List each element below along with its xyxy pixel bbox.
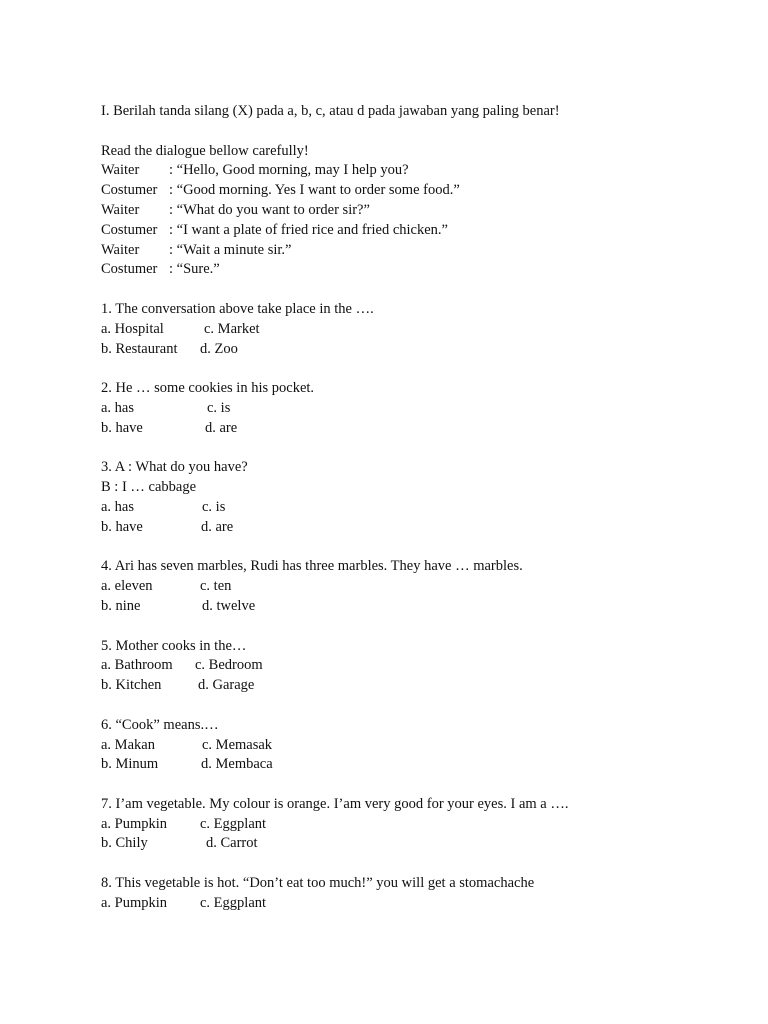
option-c: c. Eggplant — [200, 894, 267, 911]
option-row — [101, 736, 741, 756]
question-text: 6. “Cook” means.… — [101, 716, 219, 733]
option-row — [101, 815, 741, 835]
option-a: a. Pumpkin — [101, 894, 168, 911]
option-b: b. Kitchen — [101, 677, 162, 694]
dialogue-line — [101, 241, 741, 261]
dialogue-line — [101, 221, 741, 241]
option-a: a. Makan — [101, 736, 155, 753]
dialogue-text: : “Hello, Good morning, may I help you? — [169, 162, 409, 179]
option-d: d. are — [205, 419, 238, 436]
option-b: b. have — [101, 419, 143, 436]
option-row — [101, 834, 741, 854]
dialogue-speaker: Waiter — [101, 241, 140, 258]
option-row — [101, 419, 741, 439]
option-d: d. Garage — [198, 677, 255, 694]
question-text: 5. Mother cooks in the… — [101, 637, 247, 654]
dialogue-line — [101, 201, 741, 221]
question-text: 3. A : What do you have? — [101, 459, 248, 476]
spacer — [101, 617, 741, 637]
option-row — [101, 597, 741, 617]
question-text: 4. Ari has seven marbles, Rudi has three marbles. They have … marbles. — [101, 558, 523, 575]
spacer — [101, 775, 741, 795]
spacer — [101, 280, 741, 300]
option-d: d. Zoo — [200, 340, 238, 357]
spacer — [101, 538, 741, 558]
dialogue-text: : “Wait a minute sir.” — [169, 241, 292, 258]
dialogue-speaker: Waiter — [101, 201, 140, 218]
option-d: d. twelve — [202, 597, 256, 614]
option-a: a. Hospital — [101, 320, 164, 337]
option-row — [101, 320, 741, 340]
dialogue-speaker: Costumer — [101, 261, 158, 278]
option-c: c. is — [202, 498, 226, 515]
option-c: c. Bedroom — [195, 657, 263, 674]
option-b: b. Minum — [101, 756, 159, 773]
option-row — [101, 399, 741, 419]
question-text: 1. The conversation above take place in the …. — [101, 300, 374, 317]
option-b: b. nine — [101, 597, 141, 614]
question-text: 2. He … some cookies in his pocket. — [101, 380, 315, 397]
dialogue-line — [101, 181, 741, 201]
option-a: a. Pumpkin — [101, 815, 168, 832]
dialogue-speaker: Waiter — [101, 162, 140, 179]
option-row — [101, 518, 741, 538]
option-row — [101, 656, 741, 676]
option-row — [101, 894, 741, 914]
option-b: b. Restaurant — [101, 340, 178, 357]
spacer — [101, 696, 741, 716]
option-c: c. ten — [200, 578, 232, 595]
dialogue-text: : “Sure.” — [169, 261, 220, 278]
option-c: c. Market — [204, 320, 260, 337]
option-a: a. has — [101, 399, 135, 416]
dialogue-intro: Read the dialogue bellow carefully! — [101, 142, 309, 159]
worksheet-page — [101, 102, 741, 914]
dialogue-speaker: Costumer — [101, 221, 158, 238]
spacer — [101, 854, 741, 874]
instruction-text: I. Berilah tanda silang (X) pada a, b, c, atau d pada jawaban yang paling benar! — [101, 103, 560, 119]
spacer — [101, 122, 741, 142]
question-text: 8. This vegetable is hot. “Don’t eat too much!” you will get a stomachache — [101, 875, 535, 892]
option-c: c. Memasak — [202, 736, 273, 753]
option-c: c. is — [207, 399, 231, 416]
option-row — [101, 676, 741, 696]
dialogue-text: : “I want a plate of fried rice and fried chicken.” — [169, 221, 448, 238]
option-a: a. eleven — [101, 578, 153, 595]
option-d: d. Carrot — [206, 835, 258, 852]
option-b: b. have — [101, 518, 143, 535]
dialogue-speaker: Costumer — [101, 182, 158, 199]
question-text: 7. I’am vegetable. My colour is orange. I’am very good for your eyes. I am a …. — [101, 795, 569, 812]
option-d: d. Membaca — [201, 756, 273, 773]
spacer — [101, 359, 741, 379]
question-text-2: B : I … cabbage — [101, 479, 197, 496]
option-row — [101, 755, 741, 775]
option-c: c. Eggplant — [200, 815, 267, 832]
option-row — [101, 498, 741, 518]
dialogue-line — [101, 260, 741, 280]
dialogue-text: : “What do you want to order sir?” — [169, 201, 370, 218]
option-d: d. are — [201, 518, 234, 535]
option-a: a. has — [101, 498, 135, 515]
spacer — [101, 439, 741, 459]
option-row — [101, 340, 741, 360]
option-a: a. Bathroom — [101, 657, 173, 674]
dialogue-text: : “Good morning. Yes I want to order some food.” — [169, 182, 460, 199]
option-b: b. Chily — [101, 835, 148, 852]
dialogue-line — [101, 161, 741, 181]
option-row — [101, 577, 741, 597]
